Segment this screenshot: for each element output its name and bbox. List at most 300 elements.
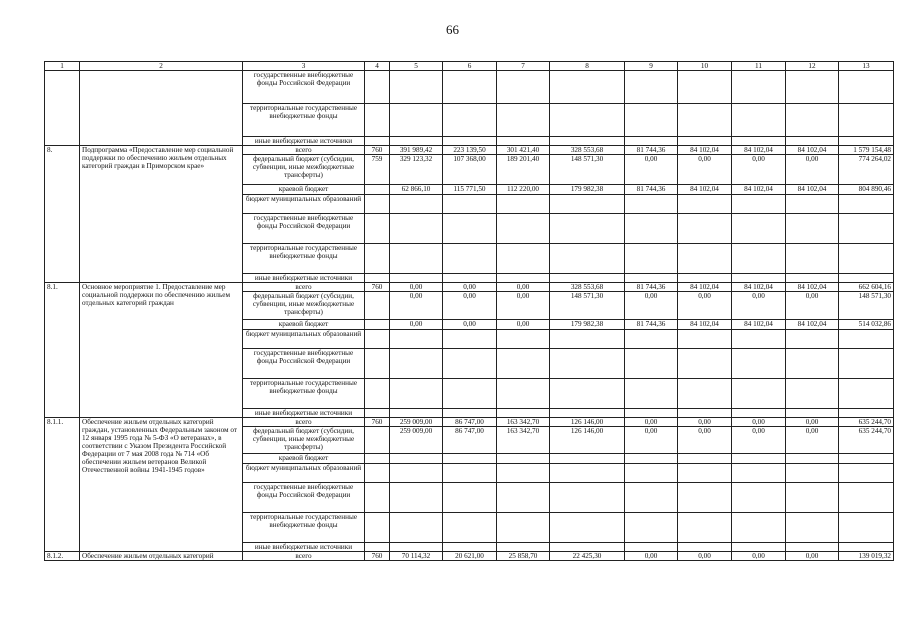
budget-code <box>365 427 390 454</box>
amount-cell: 84 102,04 <box>786 283 839 292</box>
amount-cell <box>550 214 625 244</box>
amount-cell <box>497 513 550 543</box>
column-header: 8 <box>550 62 625 71</box>
amount-cell <box>732 454 786 464</box>
amount-cell <box>625 137 678 146</box>
table-row <box>45 71 894 104</box>
amount-cell <box>550 379 625 409</box>
amount-cell <box>839 454 894 464</box>
amount-cell <box>678 454 732 464</box>
amount-cell <box>497 379 550 409</box>
amount-cell <box>732 409 786 418</box>
budget-code <box>365 320 390 330</box>
amount-cell <box>443 483 497 513</box>
column-header: 4 <box>365 62 390 71</box>
column-header: 12 <box>786 62 839 71</box>
budget-code: 760 <box>365 552 390 561</box>
amount-cell: 148 571,30 <box>839 292 894 320</box>
amount-cell <box>786 454 839 464</box>
amount-cell: 259 009,00 <box>390 427 443 454</box>
amount-cell: 22 425,30 <box>550 552 625 561</box>
amount-cell <box>786 543 839 552</box>
amount-cell <box>786 104 839 137</box>
funding-source: территориальные государственные внебюджетные фонды <box>243 513 365 543</box>
budget-code <box>365 379 390 409</box>
amount-cell: 662 604,16 <box>839 283 894 292</box>
amount-cell: 0,00 <box>443 283 497 292</box>
amount-cell <box>390 274 443 283</box>
table-row <box>45 552 894 561</box>
amount-cell <box>443 214 497 244</box>
amount-cell <box>497 454 550 464</box>
amount-cell <box>678 513 732 543</box>
funding-source: федеральный бюджет (субсидии, субвенции, иные межбюджетные трансферты) <box>243 292 365 320</box>
amount-cell: 0,00 <box>786 552 839 561</box>
amount-cell <box>678 483 732 513</box>
amount-cell <box>443 409 497 418</box>
amount-cell <box>732 195 786 214</box>
amount-cell: 84 102,04 <box>678 185 732 195</box>
funding-source: федеральный бюджет (субсидии, субвенции, иные межбюджетные трансферты) <box>243 427 365 454</box>
amount-cell <box>497 71 550 104</box>
amount-cell <box>839 104 894 137</box>
funding-source: краевой бюджет <box>243 185 365 195</box>
amount-cell: 148 571,30 <box>550 292 625 320</box>
amount-cell <box>839 349 894 379</box>
amount-cell <box>732 464 786 483</box>
amount-cell: 0,00 <box>732 292 786 320</box>
amount-cell <box>550 454 625 464</box>
amount-cell <box>550 137 625 146</box>
amount-cell <box>678 464 732 483</box>
amount-cell <box>839 379 894 409</box>
column-header: 10 <box>678 62 732 71</box>
amount-cell: 126 146,00 <box>550 418 625 427</box>
amount-cell: 1 579 154,48 <box>839 146 894 155</box>
item-number: 8. <box>45 146 80 283</box>
page-number: 66 <box>446 22 459 37</box>
amount-cell <box>497 330 550 349</box>
funding-source: иные внебюджетные источники <box>243 409 365 418</box>
budget-code <box>365 330 390 349</box>
amount-cell: 0,00 <box>625 552 678 561</box>
budget-code <box>365 292 390 320</box>
amount-cell: 635 244,70 <box>839 418 894 427</box>
amount-cell: 0,00 <box>678 427 732 454</box>
amount-cell <box>625 274 678 283</box>
amount-cell <box>497 409 550 418</box>
item-name <box>80 71 243 146</box>
budget-code <box>365 195 390 214</box>
amount-cell: 259 009,00 <box>390 418 443 427</box>
amount-cell <box>786 137 839 146</box>
amount-cell <box>786 513 839 543</box>
amount-cell <box>732 379 786 409</box>
amount-cell <box>625 483 678 513</box>
item-name: Подпрограмма «Предоставление мер социальной поддержки по обеспечению жильем отдельных категорий граждан в Приморском крае» <box>80 146 243 283</box>
amount-cell: 0,00 <box>625 155 678 185</box>
amount-cell <box>443 543 497 552</box>
amount-cell <box>390 195 443 214</box>
amount-cell <box>678 543 732 552</box>
amount-cell <box>839 409 894 418</box>
amount-cell <box>786 409 839 418</box>
funding-source: бюджет муниципальных образований <box>243 330 365 349</box>
amount-cell: 0,00 <box>625 418 678 427</box>
amount-cell <box>786 379 839 409</box>
amount-cell <box>732 543 786 552</box>
item-number: 8.1. <box>45 283 80 418</box>
amount-cell: 148 571,30 <box>550 155 625 185</box>
column-header: 11 <box>732 62 786 71</box>
amount-cell <box>550 104 625 137</box>
amount-cell <box>550 330 625 349</box>
amount-cell <box>732 214 786 244</box>
amount-cell <box>678 104 732 137</box>
amount-cell <box>550 349 625 379</box>
amount-cell <box>550 244 625 274</box>
amount-cell <box>732 330 786 349</box>
funding-source: государственные внебюджетные фонды Российской Федерации <box>243 349 365 379</box>
amount-cell: 179 982,38 <box>550 320 625 330</box>
amount-cell <box>625 214 678 244</box>
funding-source: всего <box>243 146 365 155</box>
budget-code <box>365 274 390 283</box>
amount-cell: 223 139,50 <box>443 146 497 155</box>
amount-cell: 115 771,50 <box>443 185 497 195</box>
amount-cell <box>497 483 550 513</box>
amount-cell <box>786 214 839 244</box>
amount-cell: 0,00 <box>678 552 732 561</box>
table-row <box>45 146 894 155</box>
column-header: 1 <box>45 62 80 71</box>
amount-cell <box>550 513 625 543</box>
amount-cell <box>732 349 786 379</box>
funding-source: федеральный бюджет (субсидии, субвенции, иные межбюджетные трансферты) <box>243 155 365 185</box>
amount-cell <box>625 464 678 483</box>
column-header: 3 <box>243 62 365 71</box>
amount-cell <box>550 195 625 214</box>
amount-cell <box>625 409 678 418</box>
amount-cell <box>625 454 678 464</box>
amount-cell <box>443 244 497 274</box>
amount-cell: 0,00 <box>786 418 839 427</box>
amount-cell <box>390 379 443 409</box>
amount-cell: 0,00 <box>678 292 732 320</box>
amount-cell: 774 264,02 <box>839 155 894 185</box>
amount-cell <box>443 513 497 543</box>
amount-cell: 86 747,00 <box>443 418 497 427</box>
amount-cell <box>732 71 786 104</box>
amount-cell <box>625 543 678 552</box>
amount-cell: 126 146,00 <box>550 427 625 454</box>
funding-source: государственные внебюджетные фонды Российской Федерации <box>243 71 365 104</box>
amount-cell <box>678 379 732 409</box>
amount-cell <box>390 137 443 146</box>
amount-cell <box>390 409 443 418</box>
funding-source: территориальные государственные внебюджетные фонды <box>243 104 365 137</box>
amount-cell <box>497 104 550 137</box>
amount-cell: 0,00 <box>732 155 786 185</box>
amount-cell <box>497 274 550 283</box>
amount-cell: 0,00 <box>732 427 786 454</box>
amount-cell: 107 368,00 <box>443 155 497 185</box>
amount-cell <box>625 104 678 137</box>
amount-cell <box>390 543 443 552</box>
budget-code <box>365 244 390 274</box>
amount-cell: 0,00 <box>678 155 732 185</box>
amount-cell <box>390 464 443 483</box>
budget-code <box>365 214 390 244</box>
amount-cell <box>678 349 732 379</box>
amount-cell <box>678 137 732 146</box>
amount-cell <box>786 195 839 214</box>
amount-cell: 86 747,00 <box>443 427 497 454</box>
column-header: 2 <box>80 62 243 71</box>
amount-cell: 84 102,04 <box>678 146 732 155</box>
amount-cell: 81 744,36 <box>625 146 678 155</box>
amount-cell <box>678 71 732 104</box>
amount-cell <box>786 244 839 274</box>
budget-code <box>365 137 390 146</box>
amount-cell <box>390 349 443 379</box>
amount-cell: 139 019,32 <box>839 552 894 561</box>
amount-cell: 0,00 <box>732 418 786 427</box>
amount-cell <box>678 214 732 244</box>
amount-cell <box>678 274 732 283</box>
amount-cell: 514 032,86 <box>839 320 894 330</box>
amount-cell: 84 102,04 <box>732 146 786 155</box>
column-header: 9 <box>625 62 678 71</box>
amount-cell: 20 621,00 <box>443 552 497 561</box>
amount-cell: 328 553,68 <box>550 283 625 292</box>
amount-cell <box>443 137 497 146</box>
amount-cell: 0,00 <box>390 283 443 292</box>
funding-source: иные внебюджетные источники <box>243 137 365 146</box>
amount-cell: 62 866,10 <box>390 185 443 195</box>
amount-cell: 635 244,70 <box>839 427 894 454</box>
amount-cell <box>443 274 497 283</box>
amount-cell: 0,00 <box>678 418 732 427</box>
funding-source: бюджет муниципальных образований <box>243 464 365 483</box>
amount-cell: 84 102,04 <box>786 320 839 330</box>
amount-cell <box>390 71 443 104</box>
amount-cell: 328 553,68 <box>550 146 625 155</box>
amount-cell <box>390 454 443 464</box>
amount-cell: 0,00 <box>786 427 839 454</box>
amount-cell: 25 858,70 <box>497 552 550 561</box>
column-header: 5 <box>390 62 443 71</box>
column-header: 7 <box>497 62 550 71</box>
table-row <box>45 418 894 427</box>
amount-cell: 84 102,04 <box>732 185 786 195</box>
item-number: 8.1.1. <box>45 418 80 552</box>
budget-code: 760 <box>365 283 390 292</box>
amount-cell <box>678 244 732 274</box>
amount-cell: 391 989,42 <box>390 146 443 155</box>
amount-cell: 804 890,46 <box>839 185 894 195</box>
amount-cell <box>678 409 732 418</box>
amount-cell: 112 220,00 <box>497 185 550 195</box>
amount-cell <box>839 330 894 349</box>
budget-code <box>365 513 390 543</box>
amount-cell <box>443 330 497 349</box>
amount-cell <box>443 464 497 483</box>
funding-source: всего <box>243 552 365 561</box>
funding-source: иные внебюджетные источники <box>243 543 365 552</box>
amount-cell <box>625 195 678 214</box>
header-row <box>45 62 894 71</box>
column-header: 13 <box>839 62 894 71</box>
amount-cell: 84 102,04 <box>786 146 839 155</box>
item-name: Обеспечение жильем отдельных категорий <box>80 552 243 561</box>
amount-cell <box>839 195 894 214</box>
amount-cell <box>839 214 894 244</box>
amount-cell: 81 744,36 <box>625 283 678 292</box>
amount-cell <box>550 464 625 483</box>
amount-cell <box>732 513 786 543</box>
amount-cell <box>839 137 894 146</box>
amount-cell <box>390 244 443 274</box>
amount-cell <box>678 330 732 349</box>
amount-cell <box>625 513 678 543</box>
amount-cell: 84 102,04 <box>786 185 839 195</box>
amount-cell: 84 102,04 <box>678 283 732 292</box>
budget-code <box>365 349 390 379</box>
funding-source: бюджет муниципальных образований <box>243 195 365 214</box>
budget-code <box>365 464 390 483</box>
amount-cell <box>390 483 443 513</box>
budget-code <box>365 454 390 464</box>
budget-code <box>365 185 390 195</box>
amount-cell <box>732 104 786 137</box>
amount-cell <box>550 274 625 283</box>
amount-cell <box>786 330 839 349</box>
amount-cell <box>625 71 678 104</box>
amount-cell <box>550 409 625 418</box>
amount-cell <box>443 104 497 137</box>
budget-code <box>365 104 390 137</box>
amount-cell: 81 744,36 <box>625 320 678 330</box>
amount-cell <box>497 195 550 214</box>
amount-cell <box>839 71 894 104</box>
amount-cell <box>443 349 497 379</box>
amount-cell <box>839 464 894 483</box>
amount-cell: 0,00 <box>625 292 678 320</box>
budget-table <box>44 61 894 561</box>
amount-cell: 163 342,70 <box>497 418 550 427</box>
amount-cell <box>390 330 443 349</box>
amount-cell <box>625 349 678 379</box>
funding-source: государственные внебюджетные фонды Российской Федерации <box>243 214 365 244</box>
amount-cell: 0,00 <box>443 292 497 320</box>
amount-cell <box>497 244 550 274</box>
amount-cell <box>625 330 678 349</box>
budget-code <box>365 483 390 513</box>
funding-source: иные внебюджетные источники <box>243 274 365 283</box>
amount-cell <box>443 195 497 214</box>
amount-cell <box>625 244 678 274</box>
amount-cell <box>497 137 550 146</box>
funding-source: территориальные государственные внебюджетные фонды <box>243 244 365 274</box>
amount-cell: 0,00 <box>443 320 497 330</box>
amount-cell <box>497 349 550 379</box>
amount-cell: 84 102,04 <box>678 320 732 330</box>
amount-cell: 329 123,32 <box>390 155 443 185</box>
budget-code: 760 <box>365 146 390 155</box>
funding-source: краевой бюджет <box>243 454 365 464</box>
amount-cell <box>732 244 786 274</box>
amount-cell <box>786 349 839 379</box>
amount-cell <box>497 214 550 244</box>
budget-code: 759 <box>365 155 390 185</box>
amount-cell <box>550 543 625 552</box>
funding-source: территориальные государственные внебюджетные фонды <box>243 379 365 409</box>
amount-cell <box>497 543 550 552</box>
amount-cell: 84 102,04 <box>732 320 786 330</box>
amount-cell <box>390 104 443 137</box>
amount-cell <box>497 464 550 483</box>
amount-cell: 163 342,70 <box>497 427 550 454</box>
item-name: Основное мероприятие 1. Предоставление мер социальной поддержки по обеспечению жильем отдельных категорий граждан <box>80 283 243 418</box>
amount-cell <box>839 543 894 552</box>
amount-cell <box>839 274 894 283</box>
item-number: 8.1.2. <box>45 552 80 561</box>
amount-cell <box>786 71 839 104</box>
amount-cell: 0,00 <box>390 320 443 330</box>
amount-cell: 0,00 <box>786 155 839 185</box>
amount-cell <box>839 513 894 543</box>
budget-code <box>365 409 390 418</box>
column-header: 6 <box>443 62 497 71</box>
amount-cell: 0,00 <box>786 292 839 320</box>
amount-cell <box>550 483 625 513</box>
amount-cell <box>443 71 497 104</box>
amount-cell <box>732 483 786 513</box>
funding-source: краевой бюджет <box>243 320 365 330</box>
budget-code <box>365 71 390 104</box>
amount-cell: 301 421,40 <box>497 146 550 155</box>
amount-cell: 179 982,38 <box>550 185 625 195</box>
amount-cell <box>625 379 678 409</box>
amount-cell <box>786 464 839 483</box>
table-row <box>45 283 894 292</box>
amount-cell: 0,00 <box>625 427 678 454</box>
amount-cell <box>732 137 786 146</box>
amount-cell: 84 102,04 <box>732 283 786 292</box>
amount-cell: 189 201,40 <box>497 155 550 185</box>
amount-cell <box>786 274 839 283</box>
budget-code <box>365 543 390 552</box>
item-number <box>45 71 80 146</box>
amount-cell: 81 744,36 <box>625 185 678 195</box>
amount-cell <box>550 71 625 104</box>
amount-cell: 0,00 <box>497 292 550 320</box>
amount-cell <box>390 513 443 543</box>
amount-cell <box>390 214 443 244</box>
amount-cell: 0,00 <box>497 283 550 292</box>
amount-cell: 0,00 <box>732 552 786 561</box>
amount-cell <box>786 483 839 513</box>
amount-cell: 0,00 <box>497 320 550 330</box>
funding-source: всего <box>243 283 365 292</box>
budget-code: 760 <box>365 418 390 427</box>
amount-cell <box>443 379 497 409</box>
amount-cell <box>443 454 497 464</box>
amount-cell <box>839 244 894 274</box>
amount-cell <box>839 483 894 513</box>
amount-cell <box>678 195 732 214</box>
